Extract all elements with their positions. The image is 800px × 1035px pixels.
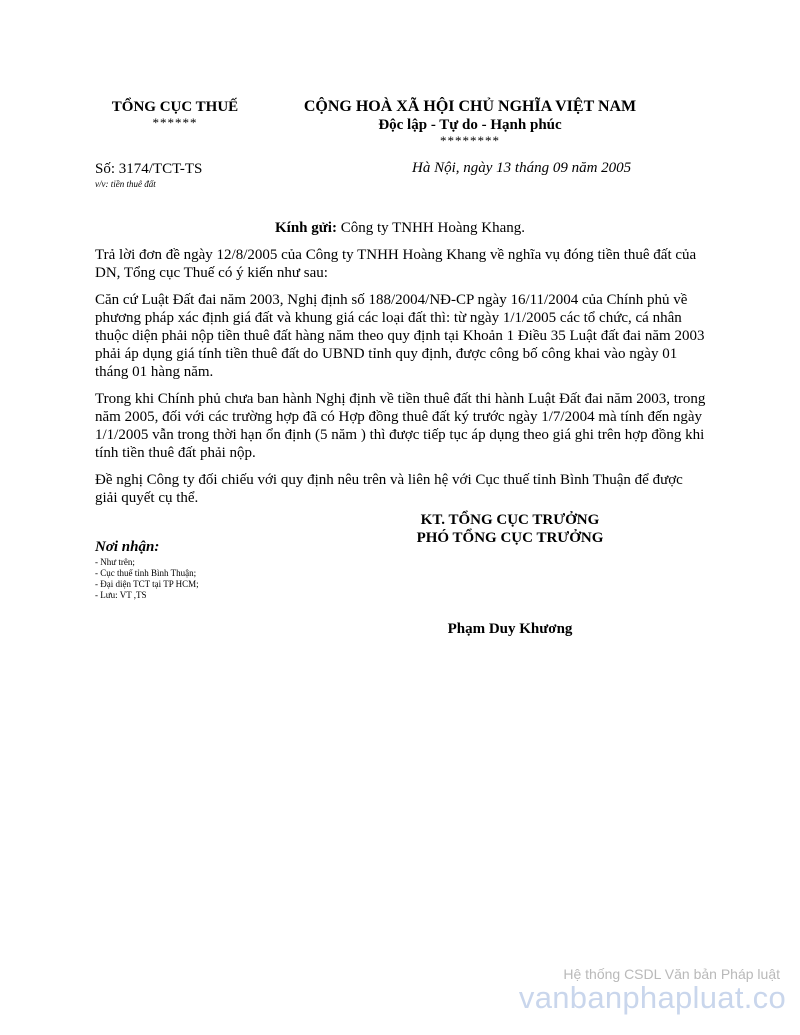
body-paragraph-1: Trả lời đơn đề ngày 12/8/2005 của Công ty TNHH Hoàng Khang về nghĩa vụ đóng tiền thuê đất của DN, Tổng cục Thuế có ý kiến như sau: xyxy=(95,247,697,281)
recipients-label: Nơi nhận: xyxy=(95,539,160,555)
body-paragraph-3: Trong khi Chính phủ chưa ban hành Nghị định về tiền thuê đất thi hành Luật Đất đai năm 2003, trong năm 2005, đối với các trường hợp đã có Hợp đồng thuê đất ký trước ngày 1/7/2004 mà tính đến ngày 1/1/2005 vẫn trong thời hạn ổn định (5 năm ) thì được tiếp tục áp dụng theo giá ghi trên hợp đồng khi tính tiền thuê đất phải nộp. xyxy=(95,391,706,461)
signature-title-line-1: KT. TỔNG CỤC TRƯỞNG xyxy=(420,512,600,528)
issuing-agency-block xyxy=(100,98,250,130)
signature-title-block xyxy=(385,511,635,547)
document-date: Hà Nội, ngày 13 tháng 09 năm 2005 xyxy=(412,160,632,176)
document-subject: v/v: tiền thuê đất xyxy=(95,179,156,189)
agency-separator: ****** xyxy=(152,115,198,130)
motto-separator: ******** xyxy=(440,133,500,148)
watermark-site: vanbanphapluat.co xyxy=(518,980,786,1015)
recipient-item: - Lưu: VT ,TS xyxy=(95,590,147,600)
recipients-list xyxy=(95,557,199,601)
watermark-caption: Hệ thống CSDL Văn bản Pháp luật xyxy=(563,966,780,982)
issuing-agency: TỔNG CỤC THUẾ xyxy=(111,99,239,115)
national-title: CỘNG HOÀ XÃ HỘI CHỦ NGHĨA VIỆT NAM xyxy=(303,98,637,115)
body-paragraph-4: Đề nghị Công ty đối chiếu với quy định nêu trên và liên hệ với Cục thuế tỉnh Bình Thuận để được giải quyết cụ thể. xyxy=(95,472,683,506)
body-paragraph-2: Căn cứ Luật Đất đai năm 2003, Nghị định số 188/2004/NĐ-CP ngày 16/11/2004 của Chính phủ về phương pháp xác định giá đất và khung giá các loại đất thì: từ ngày 1/1/2005 các tổ chức, cá nhân thuộc diện phải nộp tiền thuê đất hàng năm theo quy định tại Khoản 1 Điều 35 Luật đất đai năm 2003 phải áp dụng giá tính tiền thuê đất do UBND tỉnh quy định, được công bố công khai vào ngày 01 tháng 01 hàng năm. xyxy=(95,292,705,380)
signer-name: Phạm Duy Khương xyxy=(447,621,573,637)
recipient-item: - Cục thuế tỉnh Bình Thuận; xyxy=(95,568,197,578)
greeting-line xyxy=(95,219,705,237)
recipient-item: - Đại diện TCT tại TP HCM; xyxy=(95,579,199,589)
national-heading-block xyxy=(300,97,640,147)
greeting-label: Kính gửi: xyxy=(275,220,337,236)
greeting-recipient: Công ty TNHH Hoàng Khang. xyxy=(336,220,525,236)
signature-title-line-2: PHÓ TỔNG CỤC TRƯỞNG xyxy=(416,530,604,546)
national-motto: Độc lập - Tự do - Hạnh phúc xyxy=(378,117,562,133)
recipient-item: - Như trên; xyxy=(95,557,135,567)
document-number: Số: 3174/TCT-TS xyxy=(95,161,203,177)
